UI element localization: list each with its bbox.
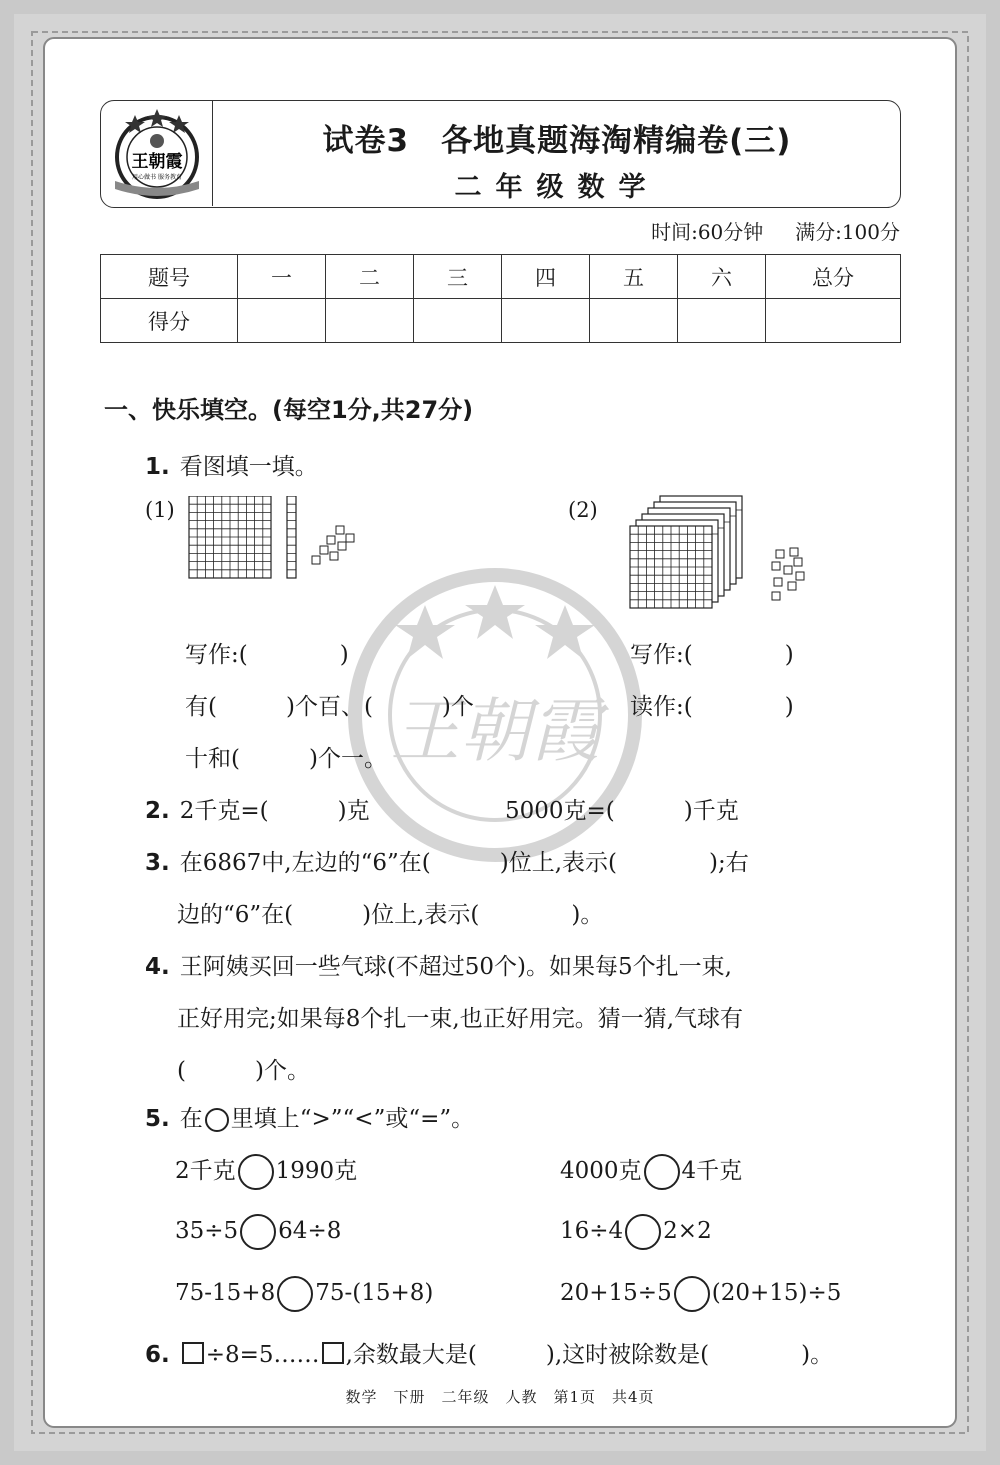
- compare-right: 4千克: [681, 1158, 743, 1184]
- compare-item: [175, 1276, 433, 1312]
- question-number: 6.: [145, 1342, 170, 1368]
- q2-left[interactable]: 2千克=( )克: [179, 798, 370, 824]
- compare-circle[interactable]: [240, 1214, 276, 1250]
- compare-right: 1990克: [275, 1158, 358, 1184]
- remainder-box[interactable]: [322, 1342, 344, 1364]
- exam-title: 试卷3 各地真题海淘精编卷(三): [322, 123, 792, 159]
- compare-left: 35÷5: [175, 1218, 239, 1244]
- svg-text:王朝霞: 王朝霞: [131, 152, 183, 172]
- score-cell: 一: [238, 255, 326, 299]
- q4-line3[interactable]: ( )个。: [177, 1058, 310, 1084]
- compare-circle[interactable]: [644, 1154, 680, 1190]
- question-number: 1.: [145, 454, 170, 480]
- exam-subtitle: 二年级数学: [454, 172, 660, 203]
- full-marks: 满分:100分: [795, 220, 900, 244]
- compare-left: 16÷4: [560, 1218, 624, 1244]
- question-4: [145, 948, 732, 981]
- score-input-cell[interactable]: [590, 299, 678, 343]
- compare-circle[interactable]: [625, 1214, 661, 1250]
- figure-label-2: (2): [568, 498, 598, 522]
- figure-label-1: (1): [145, 498, 175, 522]
- q4-line1: 王阿姨买回一些气球(不超过50个)。如果每5个扎一束,: [179, 954, 732, 980]
- svg-text:用心做书 服务教育: 用心做书 服务教育: [132, 174, 182, 181]
- compare-item: [175, 1152, 357, 1190]
- score-input-cell[interactable]: [238, 299, 326, 343]
- score-cell: 二: [326, 255, 414, 299]
- logo-cell: [101, 101, 213, 206]
- question-number: 2.: [145, 798, 170, 824]
- compare-item: [175, 1214, 341, 1250]
- q1-p2-write[interactable]: 写作:( ): [630, 642, 794, 668]
- compare-item: [560, 1276, 841, 1312]
- score-cell: 四: [502, 255, 590, 299]
- question-number: 5.: [145, 1106, 170, 1132]
- score-table-score-row: [101, 299, 901, 343]
- score-cell: 六: [678, 255, 766, 299]
- q1-p1-write[interactable]: 写作:( ): [185, 642, 349, 668]
- score-table-header-row: [101, 255, 901, 299]
- svg-text:王朝霞: 王朝霞: [390, 690, 600, 772]
- q1-p2-read[interactable]: 读作:( ): [630, 694, 794, 720]
- compare-circle[interactable]: [277, 1276, 313, 1312]
- question-number: 4.: [145, 954, 170, 980]
- question-6: [145, 1336, 833, 1369]
- section-title: 一、快乐填空。(每空1分,共27分): [104, 396, 474, 424]
- q5-intro: 里填上“>”“<”或“=”。: [230, 1106, 475, 1132]
- question-1: [145, 448, 318, 481]
- exam-info: [560, 216, 900, 245]
- compare-left: 2千克: [175, 1158, 236, 1184]
- compare-right: 2×2: [663, 1218, 712, 1244]
- question-text: 看图填一填。: [179, 454, 318, 480]
- compare-left: 20+15÷5: [560, 1280, 672, 1306]
- base-ten-blocks-figure-1: [186, 496, 366, 582]
- page-footer: 数学 下册 二年级 人教 第1页 共4页: [345, 1388, 655, 1406]
- publisher-logo: [109, 107, 205, 201]
- score-cell: 三: [414, 255, 502, 299]
- exam-header: [100, 100, 901, 208]
- q3-line2[interactable]: 边的“6”在( )位上,表示( )。: [177, 902, 604, 928]
- score-input-cell[interactable]: [414, 299, 502, 343]
- question-3: [145, 844, 749, 877]
- score-input-cell[interactable]: [766, 299, 901, 343]
- q5-intro: 在: [179, 1106, 203, 1132]
- q3-line1[interactable]: 在6867中,左边的“6”在( )位上,表示( );右: [179, 850, 749, 876]
- score-cell: 总分: [766, 255, 901, 299]
- question-number: 3.: [145, 850, 170, 876]
- q6-text: ÷8=5……: [205, 1342, 320, 1368]
- score-input-cell[interactable]: [678, 299, 766, 343]
- base-ten-blocks-figure-2: [624, 494, 824, 614]
- q1-p1-has[interactable]: 有( )个百、( )个: [185, 694, 474, 720]
- dividend-box[interactable]: [182, 1342, 204, 1364]
- time-limit: 时间:60分钟: [651, 220, 764, 244]
- compare-left: 4000克: [560, 1158, 642, 1184]
- q2-right[interactable]: 5000克=( )千克: [505, 798, 739, 824]
- q1-p1-tens[interactable]: 十和( )个一。: [185, 746, 387, 772]
- compare-item: [560, 1152, 742, 1190]
- score-cell: 题号: [101, 255, 238, 299]
- compare-item: [560, 1214, 712, 1250]
- compare-left: 75-15+8: [175, 1280, 276, 1306]
- score-cell: 得分: [101, 299, 238, 343]
- question-2: [145, 792, 370, 825]
- score-input-cell[interactable]: [502, 299, 590, 343]
- score-cell: 五: [590, 255, 678, 299]
- q4-line2: 正好用完;如果每8个扎一束,也正好用完。猜一猜,气球有: [177, 1006, 744, 1032]
- q6-text[interactable]: ,余数最大是( ),这时被除数是( )。: [345, 1342, 834, 1368]
- compare-right: (20+15)÷5: [711, 1280, 842, 1306]
- question-5: [145, 1100, 474, 1133]
- score-input-cell[interactable]: [326, 299, 414, 343]
- circle-icon: [205, 1108, 229, 1132]
- compare-circle[interactable]: [238, 1154, 274, 1190]
- score-table: [100, 254, 901, 343]
- compare-right: 64÷8: [278, 1218, 342, 1244]
- compare-circle[interactable]: [674, 1276, 710, 1312]
- compare-right: 75-(15+8): [315, 1280, 434, 1306]
